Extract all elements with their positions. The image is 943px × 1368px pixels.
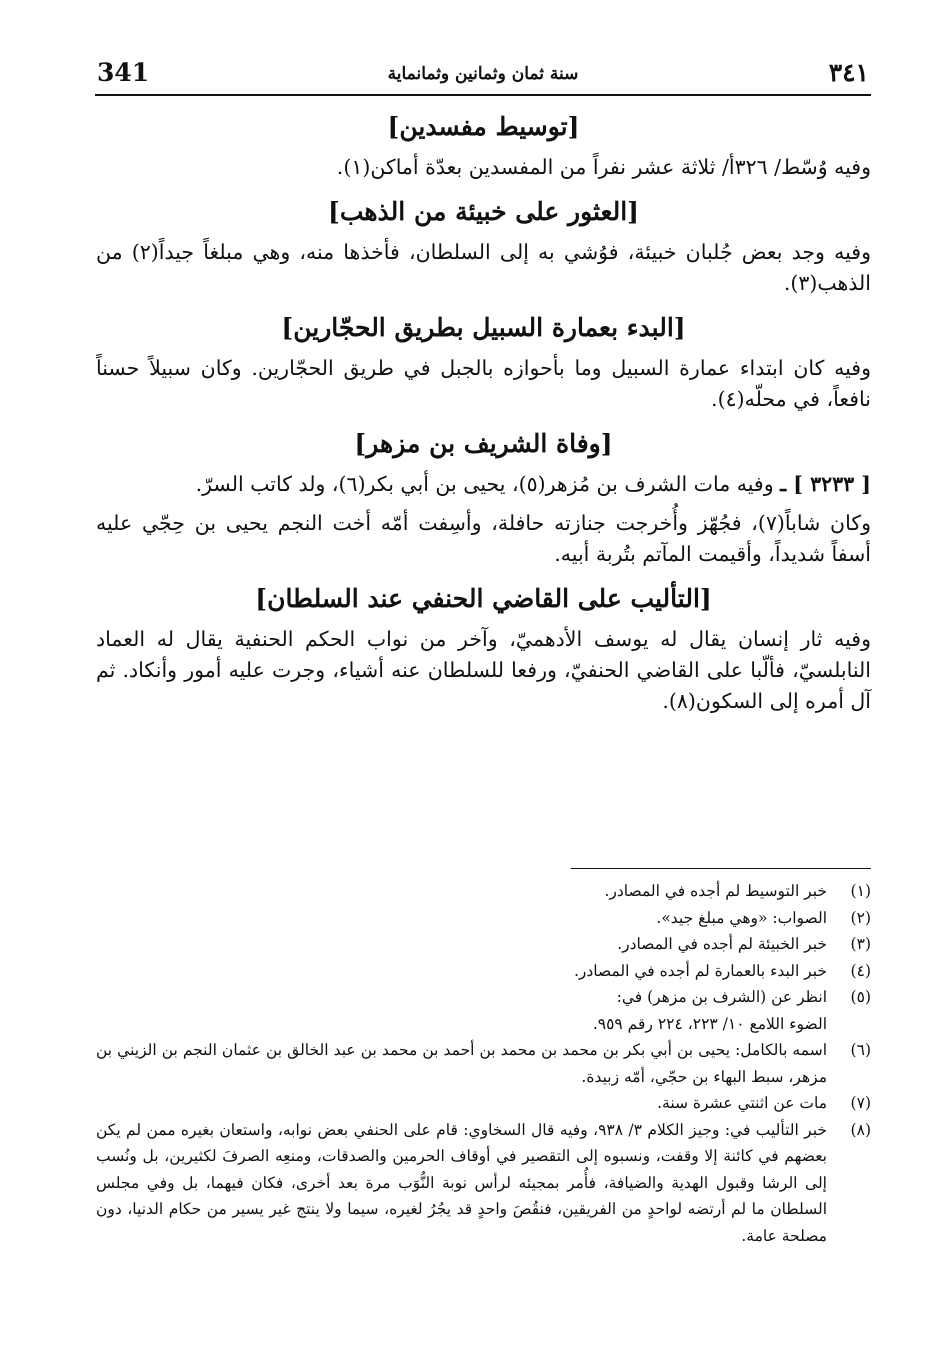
entry-number: [ ٣٢٣٣ ] ـ: [780, 472, 871, 496]
running-title: سنة ثمان وثمانين وثمانماية: [387, 64, 579, 84]
footnote-line: انظر عن (الشرف بن مزهر) في:: [616, 988, 827, 1006]
paragraph: وفيه وُسّط/ ٣٢٦أ/ ثلاثة عشر نفراً من المفسدين بعدّة أماكن(١).: [336, 155, 871, 179]
footnote-number: (٤): [850, 961, 871, 980]
footnote: [96, 878, 871, 905]
footnote-number: (٣): [850, 935, 871, 953]
footnote-number: (٥): [850, 988, 871, 1006]
page-number-arabic: ٣٤١: [828, 58, 869, 87]
footnote-text: خبر الخبيئة لم أجده في المصادر.: [617, 935, 827, 953]
main-text: [96, 108, 871, 727]
paragraph: وفيه كان ابتداء عمارة السبيل وما بأحوازه بالجبل في طريق الحجّارين. وكان سبيلاً حسناً نافعاً، في محلّه(٤).: [96, 356, 871, 411]
footnote: [96, 1037, 871, 1090]
section-heading: [التأليب على القاضي الحنفي عند السلطان]: [255, 584, 712, 613]
section: [96, 425, 871, 570]
section-heading: [البدء بعمارة السبيل بطريق الحجّارين]: [281, 313, 686, 342]
section-heading: [توسيط مفسدين]: [387, 112, 580, 141]
footnote: [96, 1117, 871, 1250]
footnote: [96, 931, 871, 958]
footnote-text: [96, 984, 827, 1037]
footnote-number: (٨): [850, 1120, 871, 1139]
section: [96, 193, 871, 299]
footnote: [96, 905, 871, 932]
paragraph: [96, 469, 871, 500]
section: [96, 580, 871, 717]
footnote-number: (٦): [850, 1041, 871, 1059]
page-number-latin: 341: [97, 58, 150, 87]
footnote-number: (٢): [850, 908, 871, 927]
paragraph-text: وفيه مات الشرف بن مُزهر(٥)، يحيى بن أبي بكر(٦)، ولد كاتب السرّ.: [195, 472, 774, 496]
footnote-divider: [571, 868, 871, 869]
page-header: [95, 56, 871, 96]
footnotes: [96, 878, 871, 1249]
footnote-text: الصواب: «وهي مبلغ جيد».: [656, 908, 827, 927]
footnote-text: مات عن اثنتي عشرة سنة.: [657, 1094, 827, 1112]
section-heading: [وفاة الشريف بن مزهر]: [354, 429, 613, 458]
section: [96, 108, 871, 183]
footnote: [96, 958, 871, 985]
footnote-text: اسمه بالكامل: يحيى بن أبي بكر بن محمد بن محمد بن أحمد بن محمد بن عبد الخالق بن عثمان النجم بن الزيني بن مزهر، سبط البهاء بن حجّي، أمّه زبيدة.: [96, 1041, 827, 1086]
footnote-text: خبر البدء بالعمارة لم أجده في المصادر.: [573, 961, 827, 980]
footnote: [96, 1090, 871, 1117]
footnote-number: (١): [850, 882, 871, 900]
section-heading: [العثور على خبيئة من الذهب]: [328, 197, 639, 226]
footnote-line: الضوء اللامع ١٠/ ٢٢٣، ٢٢٤ رقم ٩٥٩.: [592, 1014, 827, 1033]
footnote-text: خبر التوسيط لم أجده في المصادر.: [604, 882, 827, 900]
paragraph: وكان شاباً(٧)، فجُهّز وأُخرجت جنازته حافلة، وأسِفت أمّه أخت النجم يحيى بن حِجّي عليه أسفاً شديداً، وأقيمت المآتم بتُربة أبيه.: [96, 511, 871, 566]
section: [96, 309, 871, 415]
footnote-text: خبر التأليب في: وجيز الكلام ٣/ ٩٣٨، وفيه قال السخاوي: قام على الحنفي بعض نوابه، واستعان بغيره ممن لم يكن بعضهم في كائنة إلا وقفت، ونسبوه إلى التقصير في أوقاف الحرمين والصدقات، ومنعِه الصرفَ لكثيرين، بل ونُسب إلى الرشا وقبول الهدية والضيافة، فأُمر بمجيئه لرأس نوبة النُّوَب مرة بعد أخرى، فكان فيهما، بل وفي مجلس السلطان ما لم أرتضه لواحدٍ من الفريقين، فنقُصَ واحدٍ قد يجُرُ لغيره، سيما ولا ينتج غير يسير من حكام الدنيا، دون مصلحة عامة.: [96, 1120, 827, 1245]
paragraph: وفيه ثار إنسان يقال له يوسف الأدهميّ، وآخر من نواب الحكم الحنفية يقال له العماد النابلسيّ، فألّبا على القاضي الحنفيّ، ورفعا للسلطان عنه أشياء، وجرت عليه أمور وأنكاد. ثم آل أمره إلى السكون(٨).: [96, 627, 871, 713]
footnote: [96, 984, 871, 1037]
footnote-number: (٧): [850, 1094, 871, 1112]
paragraph: وفيه وجد بعض جُلبان خبيئة، فوُشي به إلى السلطان، فأخذها منه، وهي مبلغاً جيداً(٢) من الذهب(٣).: [96, 240, 871, 295]
